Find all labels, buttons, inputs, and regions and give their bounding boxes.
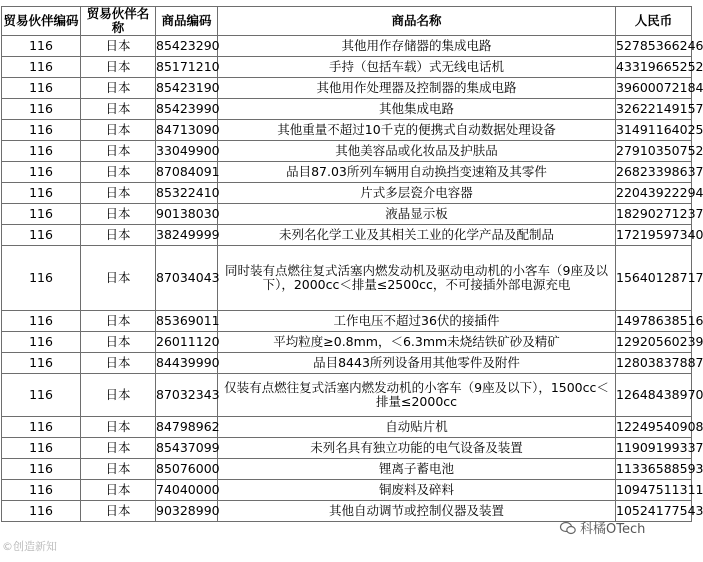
product-name-cell: 其他美容品或化妆品及护肤品 — [218, 141, 616, 162]
product-name-cell: 品目8443所列设备用其他零件及附件 — [218, 353, 616, 374]
partner-name-cell: 日本 — [81, 120, 156, 141]
watermark-left: ©创造新知 — [2, 540, 57, 553]
product-code-cell: 85437099 — [156, 438, 218, 459]
product-name-cell: 自动贴片机 — [218, 417, 616, 438]
product-code-cell: 90328990 — [156, 501, 218, 522]
partner-name-cell: 日本 — [81, 311, 156, 332]
partner-code-cell: 116 — [2, 353, 81, 374]
product-name-cell: 其他集成电路 — [218, 99, 616, 120]
partner-name-cell: 日本 — [81, 99, 156, 120]
partner-code-cell: 116 — [2, 417, 81, 438]
partner-code-cell: 116 — [2, 36, 81, 57]
product-name-cell: 未列名具有独立功能的电气设备及装置 — [218, 438, 616, 459]
partner-code-cell: 116 — [2, 246, 81, 311]
rmb-cell: 52785366246 — [616, 36, 692, 57]
product-code-cell: 90138030 — [156, 204, 218, 225]
table-row — [2, 480, 692, 501]
partner-code-cell: 116 — [2, 501, 81, 522]
rmb-cell: 10947511311 — [616, 480, 692, 501]
watermark-right-text: 科橘OTech — [580, 522, 646, 537]
partner-code-cell: 116 — [2, 57, 81, 78]
partner-name-cell: 日本 — [81, 480, 156, 501]
col-header-partner-code: 贸易伙伴编码 — [2, 7, 81, 36]
table-row — [2, 438, 692, 459]
partner-name-cell: 日本 — [81, 353, 156, 374]
product-code-cell: 84439990 — [156, 353, 218, 374]
product-name-cell: 品目87.03所列车辆用自动换挡变速箱及其零件 — [218, 162, 616, 183]
product-name-cell: 铜废料及碎料 — [218, 480, 616, 501]
product-code-cell: 26011120 — [156, 332, 218, 353]
product-code-cell: 85076000 — [156, 459, 218, 480]
partner-code-cell: 116 — [2, 480, 81, 501]
rmb-cell: 18290271237 — [616, 204, 692, 225]
table-row — [2, 204, 692, 225]
product-name-cell: 仅装有点燃往复式活塞内燃发动机的小客车（9座及以下），1500cc＜排量≤2000cc — [218, 374, 616, 417]
watermark-right — [560, 518, 645, 537]
product-name-cell: 片式多层瓷介电容器 — [218, 183, 616, 204]
partner-name-cell: 日本 — [81, 204, 156, 225]
partner-code-cell: 116 — [2, 183, 81, 204]
product-code-cell: 85423990 — [156, 99, 218, 120]
rmb-cell: 12920560239 — [616, 332, 692, 353]
product-code-cell: 33049900 — [156, 141, 218, 162]
table-row — [2, 36, 692, 57]
wechat-icon — [560, 521, 576, 535]
product-code-cell: 38249999 — [156, 225, 218, 246]
rmb-cell: 43319665252 — [616, 57, 692, 78]
table-row — [2, 374, 692, 417]
product-code-cell: 84713090 — [156, 120, 218, 141]
product-code-cell: 84798962 — [156, 417, 218, 438]
partner-code-cell: 116 — [2, 374, 81, 417]
rmb-cell: 26823398637 — [616, 162, 692, 183]
product-name-cell: 工作电压不超过36伏的接插件 — [218, 311, 616, 332]
product-name-cell: 未列名化学工业及其相关工业的化学产品及配制品 — [218, 225, 616, 246]
trade-table — [1, 6, 703, 522]
rmb-cell: 10524177543 — [616, 501, 692, 522]
partner-name-cell: 日本 — [81, 501, 156, 522]
rmb-cell: 12249540908 — [616, 417, 692, 438]
partner-name-cell: 日本 — [81, 438, 156, 459]
partner-code-cell: 116 — [2, 459, 81, 480]
table-row — [2, 183, 692, 204]
col-header-rmb: 人民币 — [616, 7, 692, 36]
rmb-cell: 15640128717 — [616, 246, 692, 311]
partner-name-cell: 日本 — [81, 141, 156, 162]
table-row — [2, 311, 692, 332]
product-name-cell: 手持（包括车载）式无线电话机 — [218, 57, 616, 78]
partner-name-cell: 日本 — [81, 36, 156, 57]
partner-name-cell: 日本 — [81, 78, 156, 99]
rmb-cell: 32622149157 — [616, 99, 692, 120]
product-name-cell: 其他自动调节或控制仪器及装置 — [218, 501, 616, 522]
partner-name-cell: 日本 — [81, 246, 156, 311]
table-row — [2, 162, 692, 183]
table-row — [2, 459, 692, 480]
rmb-cell: 39600072184 — [616, 78, 692, 99]
partner-code-cell: 116 — [2, 141, 81, 162]
partner-name-cell: 日本 — [81, 57, 156, 78]
rmb-cell: 12648438970 — [616, 374, 692, 417]
table-row — [2, 225, 692, 246]
rmb-cell: 14978638516 — [616, 311, 692, 332]
rmb-cell: 12803837887 — [616, 353, 692, 374]
product-code-cell: 85322410 — [156, 183, 218, 204]
product-code-cell: 74040000 — [156, 480, 218, 501]
partner-name-cell: 日本 — [81, 417, 156, 438]
partner-code-cell: 116 — [2, 120, 81, 141]
product-code-cell: 87032343 — [156, 374, 218, 417]
partner-code-cell: 116 — [2, 78, 81, 99]
partner-code-cell: 116 — [2, 438, 81, 459]
product-code-cell: 87034043 — [156, 246, 218, 311]
partner-name-cell: 日本 — [81, 332, 156, 353]
col-header-partner-name: 贸易伙伴名称 — [81, 7, 156, 36]
product-name-cell: 锂离子蓄电池 — [218, 459, 616, 480]
table-row — [2, 78, 692, 99]
partner-name-cell: 日本 — [81, 459, 156, 480]
partner-name-cell: 日本 — [81, 162, 156, 183]
partner-code-cell: 116 — [2, 162, 81, 183]
rmb-cell: 11336588593 — [616, 459, 692, 480]
col-header-product-code: 商品编码 — [156, 7, 218, 36]
table-row — [2, 246, 692, 311]
product-code-cell: 85369011 — [156, 311, 218, 332]
product-name-cell: 其他用作处理器及控制器的集成电路 — [218, 78, 616, 99]
product-code-cell: 87084091 — [156, 162, 218, 183]
product-name-cell: 同时装有点燃往复式活塞内燃发动机及驱动电动机的小客车（9座及以下），2000cc＜排量≤2500cc，不可接插外部电源充电 — [218, 246, 616, 311]
product-code-cell: 85423290 — [156, 36, 218, 57]
product-name-cell: 液晶显示板 — [218, 204, 616, 225]
table-row — [2, 99, 692, 120]
product-name-cell: 其他用作存储器的集成电路 — [218, 36, 616, 57]
header-row — [2, 7, 692, 36]
partner-code-cell: 116 — [2, 99, 81, 120]
partner-code-cell: 116 — [2, 204, 81, 225]
table-row — [2, 353, 692, 374]
table-row — [2, 120, 692, 141]
table-row — [2, 141, 692, 162]
partner-code-cell: 116 — [2, 332, 81, 353]
product-code-cell: 85423190 — [156, 78, 218, 99]
partner-code-cell: 116 — [2, 225, 81, 246]
table-row — [2, 417, 692, 438]
rmb-cell: 11909199337 — [616, 438, 692, 459]
table-row — [2, 332, 692, 353]
rmb-cell: 17219597340 — [616, 225, 692, 246]
partner-name-cell: 日本 — [81, 374, 156, 417]
product-code-cell: 85171210 — [156, 57, 218, 78]
partner-name-cell: 日本 — [81, 183, 156, 204]
rmb-cell: 27910350752 — [616, 141, 692, 162]
rmb-cell: 22043922294 — [616, 183, 692, 204]
product-name-cell: 平均粒度≥0.8mm，＜6.3mm未烧结铁矿砂及精矿 — [218, 332, 616, 353]
rmb-cell: 31491164025 — [616, 120, 692, 141]
table-row — [2, 57, 692, 78]
partner-name-cell: 日本 — [81, 225, 156, 246]
col-header-product-name: 商品名称 — [218, 7, 616, 36]
product-name-cell: 其他重量不超过10千克的便携式自动数据处理设备 — [218, 120, 616, 141]
partner-code-cell: 116 — [2, 311, 81, 332]
